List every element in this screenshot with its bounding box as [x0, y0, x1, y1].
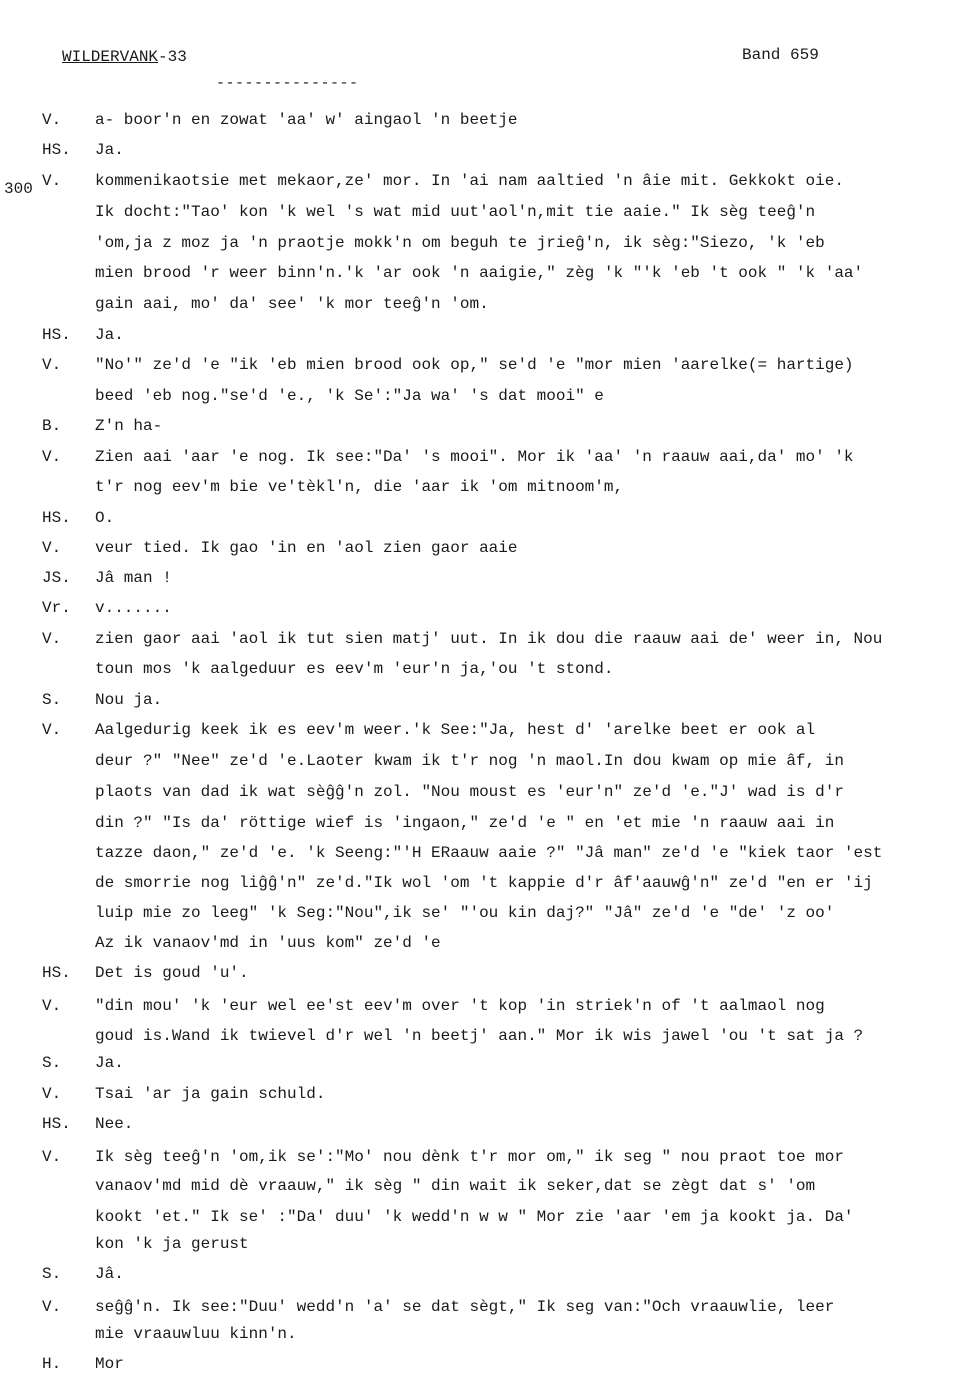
transcript-line: beed 'eb nog."se'd 'e., 'k Se':"Ja wa' 's dat mooi" e — [95, 387, 604, 405]
speaker-label: V. — [42, 630, 62, 648]
transcript-line: mien brood 'r weer binn'n.'k 'ar ook 'n aaigie," zèg 'k "'k 'eb 't ook " 'k 'aa' — [95, 264, 864, 282]
transcript-line: Nee. — [95, 1115, 134, 1133]
transcript-line: a- boor'n en zowat 'aa' w' aingaol 'n beetje — [95, 111, 518, 129]
transcript-line: Tsai 'ar ja gain schuld. — [95, 1085, 326, 1103]
transcript-line: toun mos 'k aalgeduur es eev'm 'eur'n ja,'ou 't stond. — [95, 660, 614, 678]
title-number: -33 — [158, 48, 187, 66]
transcript-line: Aalgedurig keek ik es eev'm weer.'k See:"Ja, hest d' 'arelke beet er ook al — [95, 721, 816, 739]
transcript-line: kon 'k ja gerust — [95, 1235, 249, 1253]
speaker-label: S. — [42, 691, 62, 709]
transcript-line: Det is goud 'u'. — [95, 964, 249, 982]
speaker-label: JS. — [42, 569, 71, 587]
transcript-line: veur tied. Ik gao 'in en 'aol zien gaor aaie — [95, 539, 518, 557]
transcript-line: vanaov'md mid dè vraauw," ik sèg " din wait ik seker,dat se zègt dat s' 'om — [95, 1177, 816, 1195]
speaker-label: V. — [42, 721, 62, 739]
transcript-line: plaots van dad ik wat sèĝĝ'n zol. "Nou moust es 'eur'n" ze'd 'e."J' wad is d'r — [95, 783, 844, 801]
transcript-line: Nou ja. — [95, 691, 163, 709]
speaker-label: V. — [42, 1085, 62, 1103]
transcript-line: Z'n ha- — [95, 417, 163, 435]
transcript-line: Ja. — [95, 1054, 124, 1072]
transcript-line: Az ik vanaov'md in 'uus kom" ze'd 'e — [95, 934, 441, 952]
band-label: Band 659 — [742, 46, 819, 64]
transcript-line: mie vraauwluu kinn'n. — [95, 1325, 297, 1343]
transcript-line: Mor — [95, 1355, 124, 1373]
transcript-line: gain aai, mo' da' see' 'k mor teeĝ'n 'om. — [95, 295, 489, 313]
transcript-line: 'om,ja z moz ja 'n praotje mokk'n om beguh te jrieĝ'n, ik sèg:"Siezo, 'k 'eb — [95, 234, 825, 252]
transcript-line: kommenikaotsie met mekaor,ze' mor. In 'ai nam aaltied 'n âie mit. Gekkokt oie. — [95, 172, 844, 190]
transcript-line: Ik docht:"Tao' kon 'k wel 's wat mid uut'aol'n,mit tie aaie." Ik sèg teeĝ'n — [95, 203, 816, 221]
speaker-label: V. — [42, 111, 62, 129]
transcript-line: zien gaor aai 'aol ik tut sien matj' uut. In ik dou die raauw aai de' weer in, Nou — [95, 630, 883, 648]
speaker-label: V. — [42, 172, 62, 190]
transcript-line: deur ?" "Nee" ze'd 'e.Laoter kwam ik t'r nog 'n maol.In dou kwam op mie âf, in — [95, 752, 844, 770]
speaker-label: H. — [42, 1355, 62, 1373]
speaker-label: V. — [42, 356, 62, 374]
transcript-line: t'r nog eev'm bie ve'tèkl'n, die 'aar ik 'om mitnoom'm, — [95, 478, 624, 496]
transcript-line: seĝĝ'n. Ik see:"Duu' wedd'n 'a' se dat sègt," Ik seg van:"Och vraauwlie, leer — [95, 1298, 835, 1316]
speaker-label: HS. — [42, 326, 71, 344]
speaker-label: S. — [42, 1265, 62, 1283]
title-place: WILDERVANK — [62, 48, 159, 66]
speaker-label: HS. — [42, 141, 71, 159]
transcript-line: v....... — [95, 599, 172, 617]
speaker-label: V. — [42, 1298, 62, 1316]
transcript-line: Ik sèg teeĝ'n 'om,ik se':"Mo' nou dènk t'r mor om," ik seg " nou praot toe mor — [95, 1148, 844, 1166]
speaker-label: V. — [42, 448, 62, 466]
speaker-label: B. — [42, 417, 62, 435]
transcript-line: "din mou' 'k 'eur wel ee'st eev'm over 't kop 'in striek'n of 't aalmaol nog — [95, 997, 825, 1015]
margin-counter: 300 — [4, 180, 33, 198]
speaker-label: S. — [42, 1054, 62, 1072]
transcript-line: Zien aai 'aar 'e nog. Ik see:"Da' 's mooi". Mor ik 'aa' 'n raauw aai,da' mo' 'k — [95, 448, 854, 466]
transcript-line: de smorrie nog liĝĝ'n" ze'd."Ik wol 'om 't kappie d'r âf'aauwĝ'n" ze'd "en er 'ij — [95, 874, 873, 892]
speaker-label: HS. — [42, 1115, 71, 1133]
speaker-label: HS. — [42, 509, 71, 527]
transcript-line: tazze daon," ze'd 'e. 'k Seeng:"'H ERaauw aaie ?" "Jâ man" ze'd 'e "kiek taor 'est — [95, 844, 883, 862]
transcript-line: din ?" "Is da' röttige wief is 'ingaon," ze'd 'e " en 'et mie 'n raauw aai in — [95, 814, 835, 832]
transcript-line: O. — [95, 509, 115, 527]
header-divider: --------------- — [216, 75, 359, 92]
speaker-label: V. — [42, 539, 62, 557]
transcript-line: Ja. — [95, 141, 124, 159]
speaker-label: Vr. — [42, 599, 71, 617]
transcript-line: "No'" ze'd 'e "ik 'eb mien brood ook op," se'd 'e "mor mien 'aarelke(= hartige) — [95, 356, 854, 374]
speaker-label: V. — [42, 997, 62, 1015]
transcript-line: Ja. — [95, 326, 124, 344]
speaker-label: V. — [42, 1148, 62, 1166]
transcript-line: kookt 'et." Ik se' :"Da' duu' 'k wedd'n w w " Mor zie 'aar 'em ja kookt ja. Da' — [95, 1208, 854, 1226]
transcript-line: Jâ. — [95, 1265, 124, 1283]
transcript-line: Jâ man ! — [95, 569, 172, 587]
transcript-line: luip mie zo leeg" 'k Seg:"Nou",ik se' "'ou kin daj?" "Jâ" ze'd 'e "de' 'z oo' — [95, 904, 835, 922]
document-title — [62, 48, 187, 66]
transcript-line: goud is.Wand ik twievel d'r wel 'n beetj' aan." Mor ik wis jawel 'ou 't sat ja ? — [95, 1027, 864, 1045]
speaker-label: HS. — [42, 964, 71, 982]
